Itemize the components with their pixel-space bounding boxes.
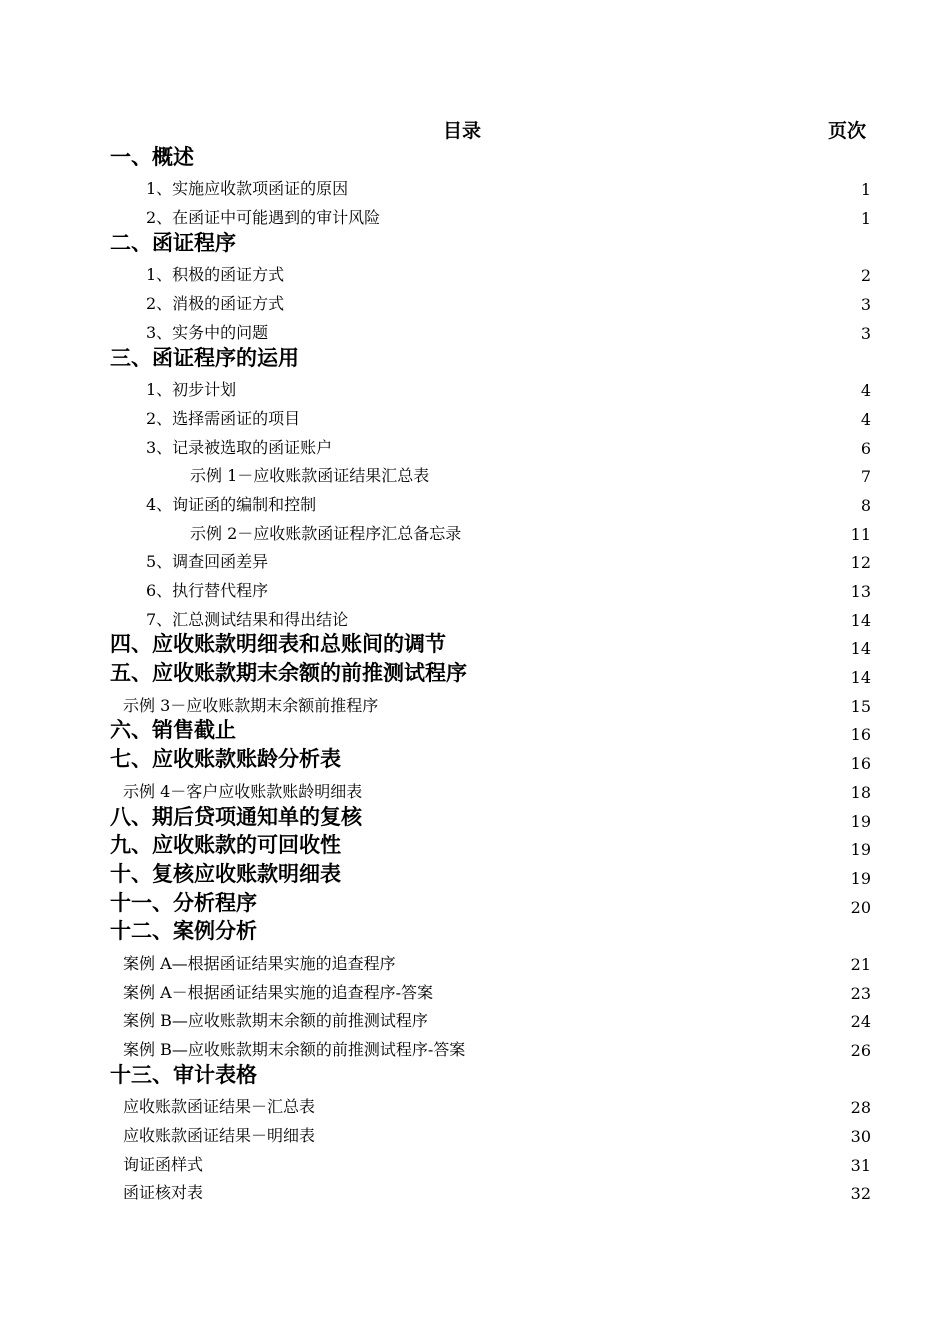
toc-page-number: 3 bbox=[860, 295, 871, 315]
toc-entry-text: 2、在函证中可能遇到的审计风险 bbox=[146, 208, 381, 228]
toc-title: 目录 bbox=[443, 120, 482, 142]
toc-entry-text: 3、记录被选取的函证账户 bbox=[146, 437, 333, 457]
toc-entry-text: 一、概述 bbox=[110, 144, 194, 169]
toc-entry-text: 十三、审计表格 bbox=[110, 1062, 257, 1087]
toc-page-number: 1 bbox=[860, 180, 871, 200]
toc-entry-row[interactable] bbox=[0, 518, 950, 547]
toc-page-number: 18 bbox=[850, 782, 871, 802]
toc-entry-text: 三、函证程序的运用 bbox=[110, 345, 299, 370]
toc-page-number: 14 bbox=[850, 668, 871, 688]
toc-page-number: 30 bbox=[850, 1127, 871, 1147]
toc-entry-text: 7、汇总测试结果和得出结论 bbox=[146, 609, 349, 629]
toc-entry-text: 十、复核应收账款明细表 bbox=[110, 861, 341, 886]
toc-entry-text: 七、应收账款账龄分析表 bbox=[110, 747, 341, 772]
toc-page-number: 19 bbox=[850, 840, 871, 860]
toc-page-number: 11 bbox=[850, 524, 871, 544]
toc-entry-text: 1、初步计划 bbox=[146, 380, 237, 400]
toc-entry-text: 案例 A—根据函证结果实施的追查程序 bbox=[123, 953, 396, 973]
toc-page-number: 26 bbox=[850, 1041, 871, 1060]
toc-page-number: 1 bbox=[860, 209, 871, 229]
toc-entry-text: 案例 B—应收账款期末余额的前推测试程序 bbox=[123, 1011, 428, 1031]
toc-entry-row[interactable] bbox=[0, 461, 950, 490]
toc-entry-text: 二、函证程序 bbox=[110, 230, 236, 255]
toc-entry-row[interactable] bbox=[0, 948, 950, 977]
toc-entry-row[interactable] bbox=[0, 260, 950, 289]
toc-page-number: 16 bbox=[850, 725, 871, 745]
toc-entry-text: 案例 A－根据函证结果实施的追查程序-答案 bbox=[123, 982, 434, 1002]
toc-page-number: 20 bbox=[850, 897, 871, 917]
toc-entry-text: 应收账款函证结果－明细表 bbox=[123, 1126, 316, 1146]
toc-entry-row[interactable] bbox=[0, 403, 950, 432]
toc-page-number: 7 bbox=[860, 467, 871, 487]
toc-page-number: 8 bbox=[860, 495, 871, 515]
toc-page-number: 21 bbox=[850, 954, 871, 974]
toc-entry-row[interactable] bbox=[0, 1006, 950, 1035]
toc-entry-row[interactable] bbox=[0, 375, 950, 404]
toc-page-number: 24 bbox=[850, 1012, 871, 1032]
toc-entry-text: 应收账款函证结果－汇总表 bbox=[123, 1097, 316, 1117]
toc-entry-text: 1、积极的函证方式 bbox=[146, 265, 285, 285]
toc-entry-text: 五、应收账款期末余额的前推测试程序 bbox=[110, 661, 467, 686]
toc-entry-row[interactable] bbox=[0, 174, 950, 203]
toc-entry-row[interactable] bbox=[0, 547, 950, 576]
toc-page-number: 32 bbox=[850, 1184, 871, 1204]
toc-page-number: 6 bbox=[860, 438, 871, 458]
toc-entry-text: 2、消极的函证方式 bbox=[146, 294, 285, 314]
toc-entry-row[interactable] bbox=[0, 575, 950, 604]
toc-entry-row[interactable] bbox=[0, 977, 950, 1006]
toc-entry-row[interactable] bbox=[0, 1092, 950, 1121]
toc-section-row[interactable] bbox=[0, 1063, 950, 1092]
toc-entry-text: 5、调查回函差异 bbox=[146, 552, 269, 572]
toc-entry-text: 六、销售截止 bbox=[110, 718, 236, 743]
toc-page-number: 19 bbox=[850, 868, 871, 888]
toc-page-number: 23 bbox=[850, 983, 871, 1003]
toc-entry-row[interactable] bbox=[0, 1178, 950, 1207]
toc-entry-text: 1、实施应收款项函证的原因 bbox=[146, 179, 349, 199]
toc-section-row[interactable] bbox=[0, 747, 950, 776]
toc-page-number: 12 bbox=[850, 553, 871, 573]
toc-entry-row[interactable] bbox=[0, 288, 950, 317]
toc-entry-text: 函证核对表 bbox=[123, 1183, 204, 1203]
toc-section-row[interactable] bbox=[0, 661, 950, 690]
toc-entry-text: 八、期后贷项通知单的复核 bbox=[110, 804, 362, 829]
toc-section-row[interactable] bbox=[0, 145, 950, 174]
toc-entry-text: 十二、案例分析 bbox=[110, 919, 257, 944]
toc-page-number: 19 bbox=[850, 811, 871, 831]
table-of-contents bbox=[0, 145, 950, 1206]
toc-section-row[interactable] bbox=[0, 920, 950, 949]
toc-entry-text: 十一、分析程序 bbox=[110, 890, 257, 915]
toc-entry-row[interactable] bbox=[0, 489, 950, 518]
toc-entry-text: 6、执行替代程序 bbox=[146, 581, 269, 600]
toc-entry-text: 2、选择需函证的项目 bbox=[146, 408, 301, 428]
toc-section-row[interactable] bbox=[0, 346, 950, 375]
toc-page-number: 4 bbox=[860, 381, 871, 401]
toc-entry-text: 九、应收账款的可回收性 bbox=[110, 833, 341, 858]
toc-entry-text: 示例 3－应收账款期末余额前推程序 bbox=[123, 695, 379, 715]
toc-entry-text: 示例 4－客户应收账款账龄明细表 bbox=[123, 781, 363, 801]
toc-entry-text: 示例 1－应收账款函证结果汇总表 bbox=[190, 466, 430, 486]
toc-entry-text: 3、实务中的问题 bbox=[146, 322, 269, 342]
toc-page-number: 4 bbox=[860, 409, 871, 429]
page-column-header: 页次 bbox=[828, 120, 867, 142]
toc-page-number: 31 bbox=[850, 1155, 871, 1175]
toc-entry-row[interactable] bbox=[0, 1120, 950, 1149]
toc-page-number: 15 bbox=[850, 696, 871, 716]
toc-entry-text: 示例 2－应收账款函证程序汇总备忘录 bbox=[190, 523, 462, 543]
toc-page-number: 14 bbox=[850, 639, 871, 659]
toc-page-number: 3 bbox=[860, 323, 871, 343]
toc-section-row[interactable] bbox=[0, 231, 950, 260]
toc-entry-text: 询证函样式 bbox=[123, 1154, 204, 1174]
toc-page-number: 13 bbox=[850, 582, 871, 601]
toc-page-number: 14 bbox=[850, 610, 871, 630]
toc-page-number: 16 bbox=[850, 754, 871, 774]
toc-entry-text: 4、询证函的编制和控制 bbox=[146, 494, 317, 514]
toc-entry-text: 四、应收账款明细表和总账间的调节 bbox=[110, 632, 446, 657]
toc-entry-text: 案例 B—应收账款期末余额的前推测试程序-答案 bbox=[123, 1040, 466, 1059]
toc-page-number: 28 bbox=[850, 1098, 871, 1118]
toc-entry-row[interactable] bbox=[0, 1149, 950, 1178]
toc-page-number: 2 bbox=[860, 266, 871, 286]
toc-entry-row[interactable] bbox=[0, 432, 950, 461]
